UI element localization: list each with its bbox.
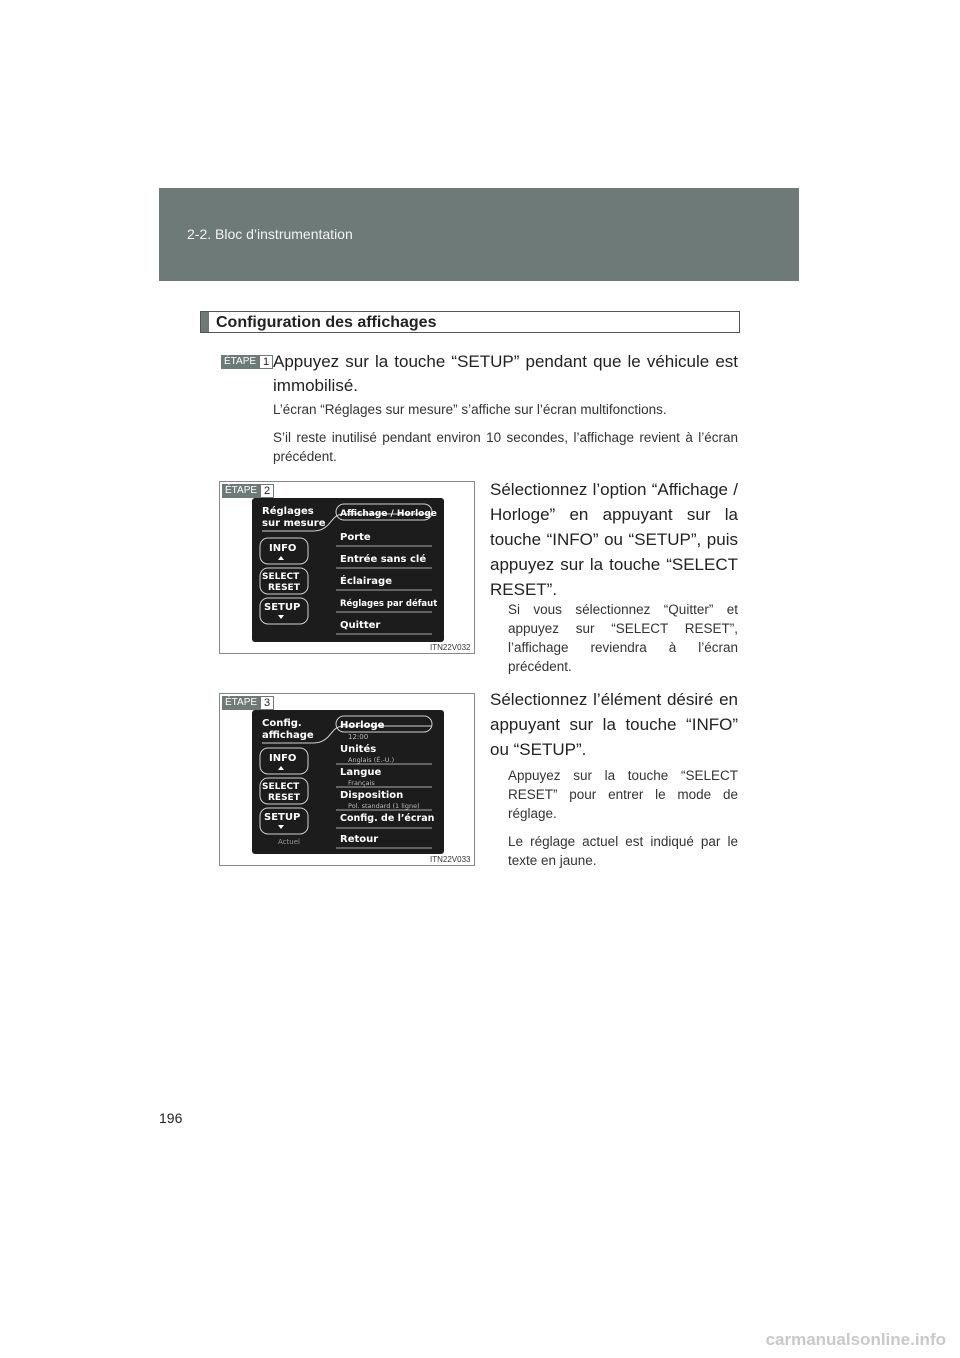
step-number: 1 (259, 355, 273, 369)
step-1-note-2: S’il reste inutilisé pendant environ 10 secondes, l’affichage revient à l’écran précédent. (273, 430, 738, 464)
setup-button-label: SETUP (264, 812, 301, 823)
menu-item-unites-value: Anglais (É.-U.) (348, 756, 395, 764)
menu-item-langue: Langue (340, 767, 382, 778)
figure-step-2 (219, 481, 475, 654)
screen-heading-line2: affichage (262, 730, 314, 741)
display-screen-step-2 (252, 498, 444, 642)
step-3-badge (222, 696, 274, 710)
header-band (159, 188, 799, 281)
menu-item-horloge: Horloge (340, 720, 385, 731)
display-screen-step-3 (252, 710, 444, 854)
figure-code: ITN22V033 (430, 855, 471, 864)
step-number: 2 (260, 484, 274, 498)
select-button-label: SELECT (262, 782, 300, 792)
menu-item-disposition: Disposition (340, 790, 404, 801)
section-title-box (200, 311, 740, 333)
screen-heading-line2: sur mesure (262, 518, 326, 529)
menu-item-horloge-value: 12:00 (348, 733, 369, 741)
info-button-label: INFO (269, 753, 297, 764)
step-3-note-2: Le réglage actuel est indiqué par le texte en jaune. (508, 834, 738, 868)
step-2-badge (222, 484, 274, 498)
step-2-note: Si vous sélectionnez “Quitter” et appuyez sur “SELECT RESET”, l’affichage reviendra à l’écran précédent. (508, 602, 738, 674)
reset-button-label: RESET (268, 793, 300, 803)
step-label: ÉTAPE (221, 355, 259, 369)
info-button-label: INFO (269, 543, 297, 554)
screen-heading-line1: Réglages (262, 506, 314, 517)
page-number: 196 (159, 1110, 183, 1126)
section-title: Configuration des affichages (216, 314, 437, 331)
reset-button-label: RESET (268, 583, 300, 593)
section-title-bar (201, 312, 209, 332)
step-1-badge (221, 355, 273, 369)
section-breadcrumb: 2-2. Bloc d’instrumentation (187, 226, 353, 242)
menu-item-config-ecran: Config. de l’écran (340, 813, 435, 824)
menu-item-retour: Retour (340, 834, 379, 845)
screen-heading-line1: Config. (262, 718, 302, 729)
menu-item-disposition-value: Pol. standard (1 ligne) (348, 802, 420, 810)
step-3-text: Sélectionnez l’élément désiré en appuyant sur la touche “INFO” ou “SETUP”. (490, 690, 738, 759)
watermark[interactable]: carmanualsonline.info (765, 1330, 946, 1349)
menu-item-quitter: Quitter (340, 620, 381, 631)
step-1-note-1: L’écran “Réglages sur mesure” s’affiche sur l’écran multifonctions. (273, 402, 667, 417)
step-label: ÉTAPE (222, 696, 260, 710)
current-label: Actuel (278, 838, 300, 846)
setup-button-label: SETUP (264, 602, 301, 613)
figure-step-3 (219, 693, 475, 866)
step-1-text: Appuyez sur la touche “SETUP” pendant que le véhicule est immobilisé. (273, 352, 738, 395)
menu-item-eclairage: Éclairage (340, 576, 392, 587)
menu-item-langue-value: Français (348, 779, 375, 787)
step-number: 3 (260, 696, 274, 710)
menu-item-affichage-horloge: Affichage / Horloge (340, 509, 437, 519)
select-button-label: SELECT (262, 572, 300, 582)
step-3-note-1: Appuyez sur la touche “SELECT RESET” pour entrer le mode de réglage. (508, 768, 738, 821)
figure-code: ITN22V032 (430, 643, 471, 652)
menu-item-porte: Porte (340, 532, 371, 543)
menu-item-unites: Unités (340, 744, 377, 755)
menu-item-reglages-par-defaut: Réglages par défaut (340, 599, 438, 609)
step-2-text: Sélectionnez l’option “Affichage / Horloge” en appuyant sur la touche “INFO” ou “SETUP”, puis appuyez sur la touche “SELECT RESET”. (490, 480, 738, 599)
step-label: ÉTAPE (222, 484, 260, 498)
menu-item-entree-sans-cle: Entrée sans clé (340, 554, 427, 565)
